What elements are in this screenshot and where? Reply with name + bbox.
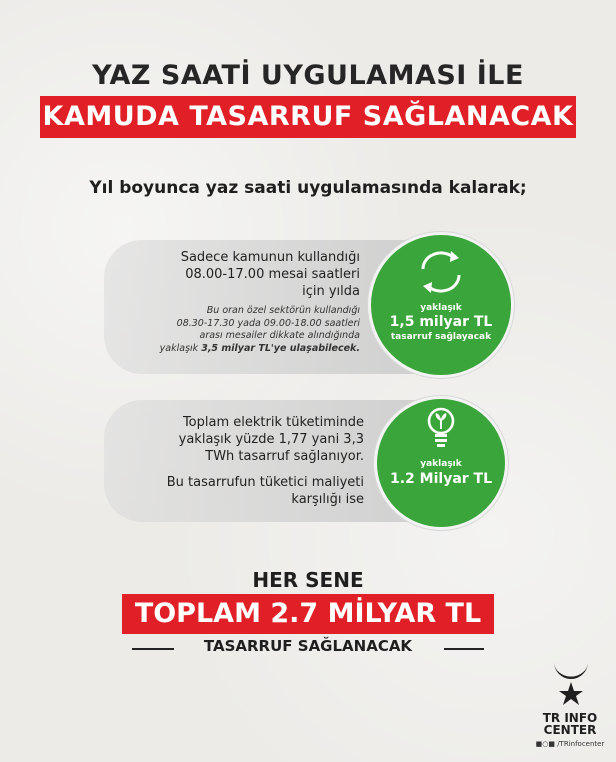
savings-badge-1 [368, 232, 514, 378]
card2-line: TWh tasarruf sağlanıyor. [205, 449, 364, 464]
badge1-caption: tasarruf sağlayacak [390, 332, 492, 342]
subtitle: Yıl boyunca yaz saati uygulamasında kalarak; [89, 178, 527, 198]
badge1-value: 1,5 milyar TL [389, 314, 493, 330]
card1-note: Bu oran özel sektörün kullandığı [206, 305, 360, 316]
social-icons: ■○■ [535, 740, 558, 748]
crescent-star-icon [546, 648, 596, 710]
card2-line: Toplam elektrik tüketiminde [182, 415, 364, 430]
badge1-approx: yaklaşık [420, 303, 462, 313]
headline-banner: KAMUDA TASARRUF SAĞLANACAK [40, 96, 576, 138]
eco-lightbulb-icon [426, 407, 456, 451]
card1-note-prefix: yaklaşık [159, 342, 202, 354]
card1-note: arası mesailer dikkate alındığında [199, 330, 360, 341]
headline-top: YAZ SAATİ UYGULAMASI İLE [92, 60, 524, 91]
card1-line: Sadece kamunun kullandığı [180, 250, 360, 265]
card1-line: 08.00-17.00 mesai saatleri [185, 267, 360, 282]
social-handle [524, 740, 616, 748]
brand-name [540, 712, 600, 736]
brand-name-line2: CENTER [543, 723, 597, 737]
badge2-value: 1.2 Milyar TL [389, 471, 493, 487]
recycle-arrows-icon [413, 249, 469, 295]
card2-line: yaklaşık yüzde 1,77 yani 3,3 [178, 432, 364, 447]
card1-note-highlight: 3,5 milyar TL'ye ulaşabilecek. [201, 342, 360, 354]
card2-text [112, 414, 364, 508]
card1-note: 08.30-17.30 yada 09.00-18.00 saatleri [176, 317, 360, 329]
savings-badge-2 [374, 396, 508, 530]
card1-line: için yılda [302, 284, 360, 299]
footer-line3: TASARRUF SAĞLANACAK [203, 637, 413, 655]
divider-right [444, 648, 484, 650]
social-handle-text: /TRinfocenter [557, 740, 605, 748]
brand-name-line1: TR INFO [542, 711, 598, 725]
card2-line: Bu tasarrufun tüketici maliyeti [166, 475, 364, 490]
card2-line: karşılığı ise [291, 492, 364, 507]
footer-total-banner: TOPLAM 2.7 MİLYAR TL [122, 594, 494, 634]
footer-line1: HER SENE [252, 568, 364, 592]
card1-note [112, 343, 360, 356]
badge2-approx: yaklaşık [420, 459, 462, 469]
card1-text [112, 249, 360, 355]
